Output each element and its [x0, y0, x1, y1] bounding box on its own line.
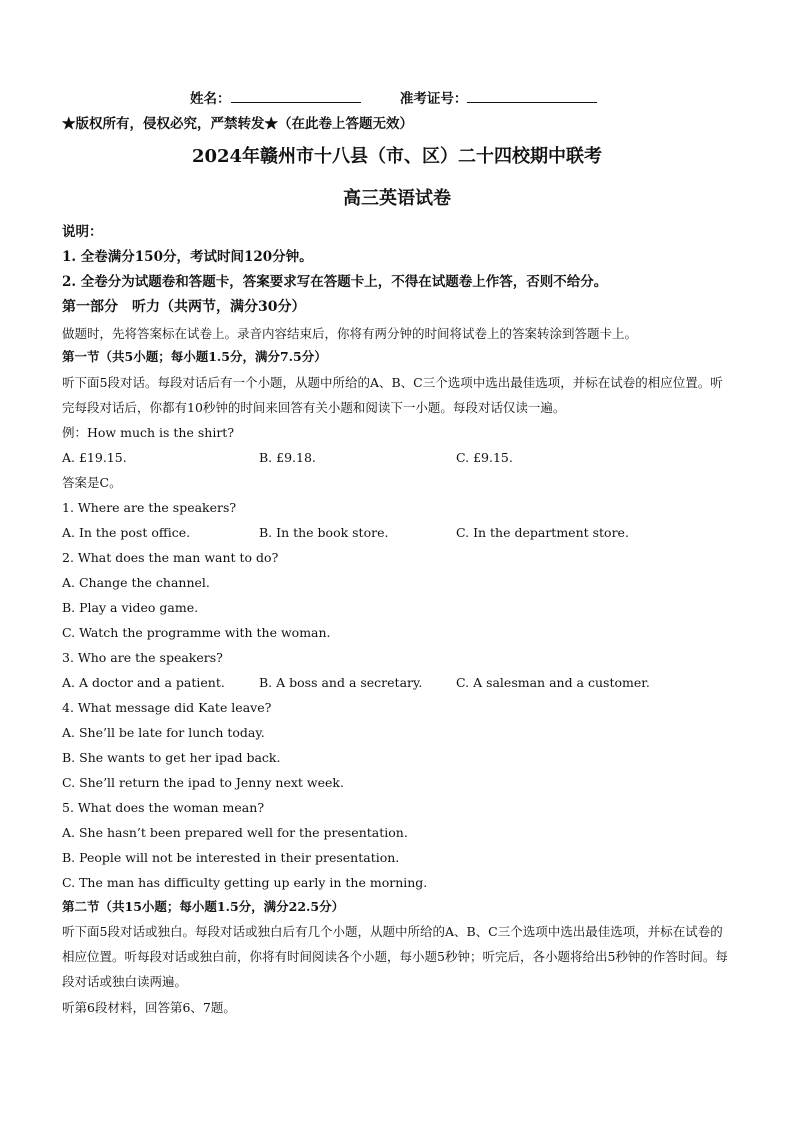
- question-5: 5. What does the woman mean?: [62, 800, 265, 815]
- name-label: 姓名：: [190, 91, 231, 107]
- q1-option-b: B. In the book store.: [259, 525, 389, 540]
- note-item-1: 1. 全卷满分150分，考试时间120分钟。: [62, 249, 313, 265]
- example-question: 例：How much is the shirt?: [62, 425, 235, 440]
- example-option-a: A. £19.15.: [62, 450, 127, 465]
- q5-option-a: A. She hasn’t been prepared well for the presentation.: [62, 825, 408, 840]
- question-4: 4. What message did Kate leave?: [62, 700, 272, 715]
- q5-option-c: C. The man has difficulty getting up early in the morning.: [62, 875, 428, 890]
- exam-title: 2024年赣州市十八县（市、区）二十四校期中联考: [191, 146, 603, 167]
- question-3: 3. Who are the speakers?: [62, 650, 223, 665]
- q1-option-a: A. In the post office.: [62, 525, 191, 540]
- part1-instruction: 做题时，先将答案标在试卷上。录音内容结束后，你将有两分钟的时间将试卷上的答案转涂到答题卡上。: [62, 326, 638, 341]
- section2-material: 听第6段材料，回答第6、7题。: [62, 1000, 236, 1015]
- part1-heading: 第一部分 听力（共两节，满分30分）: [62, 299, 306, 315]
- exam-subtitle: 高三英语试卷: [343, 188, 451, 209]
- q4-option-a: A. She’ll be late for lunch today.: [62, 725, 265, 740]
- exam-id-blank: [467, 90, 597, 103]
- candidate-info-line: [190, 90, 734, 108]
- question-2: 2. What does the man want to do?: [62, 550, 279, 565]
- example-option-c: C. £9.15.: [456, 450, 513, 465]
- q2-option-b: B. Play a video game.: [62, 600, 199, 615]
- q4-option-c: C. She’ll return the ipad to Jenny next week.: [62, 775, 344, 790]
- q5-option-b: B. People will not be interested in their presentation.: [62, 850, 400, 865]
- q3-option-c: C. A salesman and a customer.: [456, 675, 650, 690]
- section2-instruction: 听下面5段对话或独白。每段对话或独白后有几个小题，从题中所给的A、B、C三个选项中选出最佳选项，并标在试卷的相应位置。听每段对话或独白前，你将有时间阅读各个小题，每小题5秒钟；听完后，各小题将给出5秒钟的作答时间。每段对话或独白读两遍。: [62, 924, 728, 989]
- note-item-2: 2. 全卷分为试题卷和答题卡，答案要求写在答题卡上，不得在试题卷上作答，否则不给分。: [62, 274, 608, 290]
- q2-option-c: C. Watch the programme with the woman.: [62, 625, 331, 640]
- q3-option-a: A. A doctor and a patient.: [62, 675, 225, 690]
- copyright-notice: ★版权所有，侵权必究，严禁转发★（在此卷上答题无效）: [62, 116, 413, 132]
- example-answer: 答案是C。: [62, 475, 122, 490]
- section2-heading: 第二节（共15小题；每小题1.5分，满分22.5分）: [62, 899, 345, 914]
- q3-option-b: B. A boss and a secretary.: [259, 675, 423, 690]
- name-blank: [231, 90, 361, 103]
- question-1: 1. Where are the speakers?: [62, 500, 237, 515]
- section1-heading: 第一节（共5小题；每小题1.5分，满分7.5分）: [62, 349, 327, 364]
- section1-instruction: 听下面5段对话。每段对话后有一个小题，从题中所给的A、B、C三个选项中选出最佳选项，并标在试卷的相应位置。听完每段对话后，你都有10秒钟的时间来回答有关小题和阅读下一小题。每段对话仅读一遍。: [62, 375, 723, 415]
- example-option-b: B. £9.18.: [259, 450, 316, 465]
- q1-option-c: C. In the department store.: [456, 525, 629, 540]
- notes-heading: 说明：: [62, 224, 103, 240]
- q4-option-b: B. She wants to get her ipad back.: [62, 750, 281, 765]
- q2-option-a: A. Change the channel.: [62, 575, 210, 590]
- exam-id-label: 准考证号：: [399, 91, 468, 107]
